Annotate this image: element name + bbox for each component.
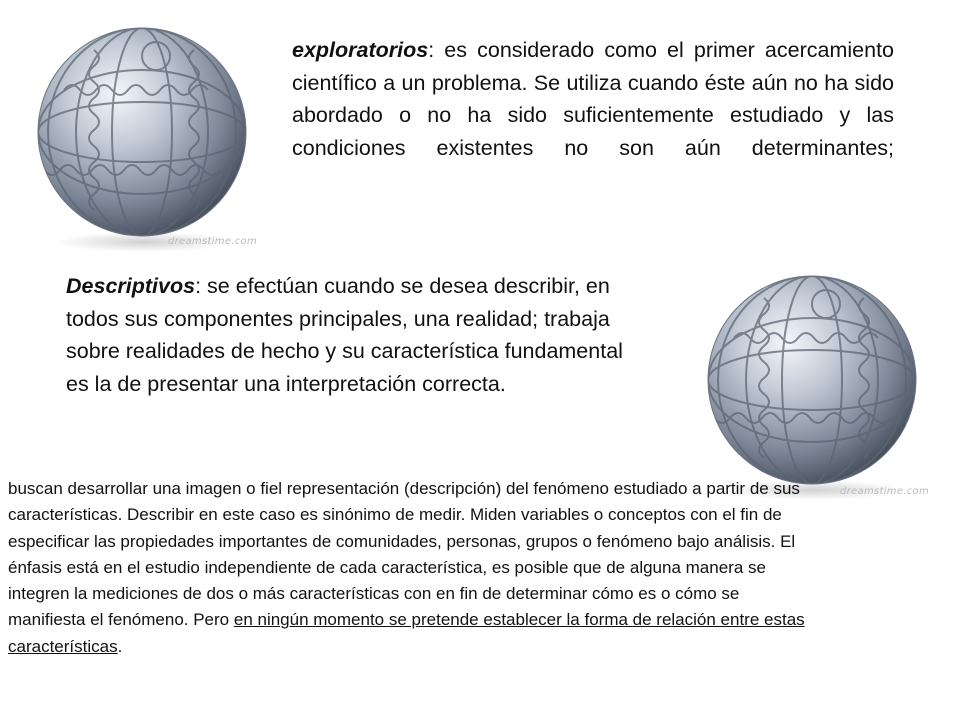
descriptivos-text: : se efectúan cuando se desea describir, en todos sus componentes principales, una realidad; trabaja sobre realidades de hecho y su característica fundamental es la de presentar una interpretación correcta. xyxy=(66,274,623,396)
watermark-right: dreamstime.com xyxy=(840,486,930,497)
puzzle-sphere-icon xyxy=(694,268,934,508)
exploratorios-text: : es considerado como el primer acercamiento científico a un problema. Se utiliza cuando éste aún no ha sido abordado o no ha sido suficientemente estudiado y las condiciones existentes no son aún determinantes; xyxy=(292,38,894,160)
exploratorios-term: exploratorios xyxy=(292,38,429,62)
puzzle-sphere-image-right xyxy=(694,268,934,508)
detail-end: . xyxy=(117,636,123,656)
puzzle-sphere-image-top xyxy=(24,20,264,260)
watermark-top: dreamstime.com xyxy=(168,236,258,247)
detail-underlined-text: en ningún momento se pretende establecer la forma de relación entre estas características xyxy=(8,610,805,656)
exploratorios-paragraph xyxy=(292,34,894,164)
descriptivos-term: Descriptivos xyxy=(66,274,196,298)
detail-text: buscan desarrollar una imagen o fiel representación (descripción) del fenómeno estudiado a partir de sus características. Describir en este caso es sinónimo de medir. Miden variables o conceptos con el fin de especificar las propiedades importantes de comunidades, personas, grupos o fenómeno bajo análisis. El énfasis está en el estudio independiente de cada característica, es posible que de alguna manera se integren la mediciones de dos o más características con en fin de determinar cómo es o cómo se manifiesta el fenómeno. Pero xyxy=(8,479,800,630)
puzzle-sphere-icon xyxy=(24,20,264,260)
detail-paragraph xyxy=(8,476,820,660)
descriptivos-paragraph xyxy=(66,270,626,400)
